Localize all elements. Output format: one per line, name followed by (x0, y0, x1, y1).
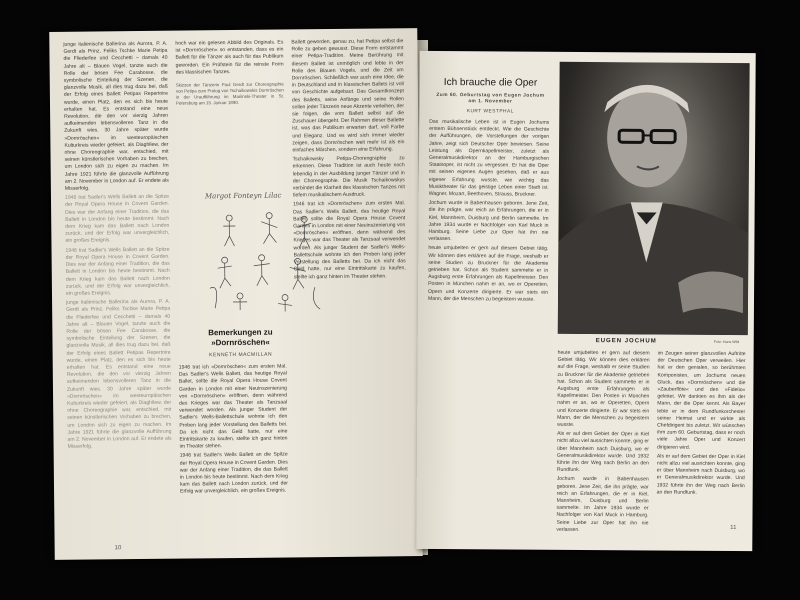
portrait-drawing (558, 62, 750, 335)
left-column-1 (63, 41, 171, 453)
sketch-signature: Margot Fonteyn Lilac (204, 191, 282, 201)
photo-caption: EUGEN JOCHUM (595, 338, 657, 345)
left-col1-more-3: junge italienische Ballerina als Aurora, P. A. Gerdt als Prinz, Feliks Tschke Marie Petipa die Fliederfee und Cecchetti – damals 40 Jahre alt – Blauen Vogel, tanzte auch die Rolle der bösen Fee Carabosse, die symbolische Einteilung der Szenen, die glanzvolle Musik, all dies trug dazu bei, daß der Erfolg eines Ballett Petipas Repertoire wurde, einen Platz, den es sich bis heute erhalten hat. Es entstand eine neue Revolution, die den vor vierzig Jahren aufkeimenden lebensvolleren Tanz in die Zukunft wies. 30 Jahre später wurde »Dornröschen« im westeuropäischen Kulturkreis wieder gefeiert, als Diaghilew, der ohne Choreographie war, entschied, mit seinen künstlerischen Vorhaben zu brechen, um London sich zu eigen zu machen. Im Jahre 1921 führte die glanzvolle Aufführung am 2. November in London auf. Er endete als Misserfolg. (66, 298, 172, 450)
photo-credit: Foto: Hans Wild (713, 339, 740, 345)
left-page (49, 28, 423, 560)
right-col3-more: Als er auf dem Gebiet der Oper in Kiel nicht allzu viel ausrichten konnte, ging er über Mannheim nach Duisburg, wo er Generalmusikdirektor wurde. Und 1932 führte ihn der Weg nach Berlin an den Rundfunk. (656, 453, 745, 496)
subtitle-line-1: Zum 60. Geburtstag von Eugen Jochum (436, 92, 545, 99)
article-heading (190, 327, 290, 348)
left-col3-text-2: 1946 trat ich »Dornröschen« zum ersten Mal. Das Sadler's Wells Ballett, das heutige Royal Ballet, sollte die Royal Opera House Covent Garden in London mit einer Neuinszenierung von »Dornröschen« eröffnen, denn während des Krieges war das Theater als Tanzsaal verwendet worden. Als junger Student der Sadler's Wells-Ballettschule wohnte ich den Proben lang jeder Vorstellung des Balletts bei. Da ich nicht das Geld hatte, nur eine Eintrittskarte zu kaufen, stellte ich ganz hinten im Theater stehen. (293, 200, 406, 280)
right-column-1 (428, 119, 549, 306)
right-col1-text: Das musikalische Leben ist in Eugen Jochums erstem Bühnenstück entdeckt. Wie die Geschichte der Aufführungen, die Vorstellungen der vorigen Jahre, zeigt sich Deutscher Oper bewiesen. Seine Leistung als Opernkapellmeister, zuletzt als Generalmusikdirektor an der Hamburgischen Staatsoper, ist nicht zu vergessen. Er hat die Oper mit seinen eigenen Augen gesehen, daß er aus eigener Erfahrung wusste, wie wichtig das Musiktheater für das geistige Leben einer Stadt ist. Wagner, Mozart, Beethoven, Strauss, Bruckner. (428, 118, 550, 198)
left-column-2 (175, 39, 284, 108)
heading-line-2: »Dornröschen« (211, 337, 270, 348)
left-page-number: 10 (114, 545, 122, 552)
eugen-jochum-photo (558, 62, 750, 335)
right-column-2 (556, 350, 649, 537)
right-col1-text-2: heute umjubelten er gern auf diesem Gebiet tätig. Wir können dies erklären auf die Frage, weshalb er seine Studien zu Bruckner für die Akademie getrieben hat. Schon als Student sammelte er in Augsburg erste Erfahrungen als Kapellmeister. Den Posten in München nahm er an, wo er Operetten, Opern und Konzerte dirigierte. Er war stets ein Mann, der die Menschen zu begeistern wusste. (427, 245, 549, 303)
left-col1-more: 1946 trat Sadler's Wells Ballett an die Spitze der Royal Opera House in Covent Garden. Dies war der Anfang einer Tradition, die das Ballett in London bis heute bestimmt. Nach dem Krieg kam das Ballett nach London zurück, und der Erfolg war unvergleichlich, ein großes Ereignis. (64, 193, 170, 245)
right-article-subtitle (427, 93, 553, 106)
left-col1-more-2: 1946 trat Sadler's Wells Ballett an die Spitze der Royal Opera House in Covent Garden. Dies war der Anfang einer Tradition, die das Ballett in London bis heute bestimmt. Nach dem Krieg kam das Ballett nach London zurück, und der Erfolg war unvergleichlich, ein großes Ereignis. (65, 246, 170, 297)
left-article-author: KENNETH MACMILLAN (209, 351, 273, 359)
left-col3-bottom: Tschaikowsky Petipa-Choreographie zu erkennen. Diese Tradition ist auch heute noch lebendig in der Ausbildung junger Tänzer und in der Choreographie. Die Musik Tschaikowskys verbindet die Klarheit des klassischen Tanzes mit tiefem musikalischem Ausdruck. (292, 155, 405, 199)
left-col2-bottom-2: 1946 trat Sadler's Wells Ballett an die Spitze der Royal Opera House in Covent Garden. Dies war der Anfang einer Tradition, die das Ballett in London bis heute bestimmt. Nach dem Krieg kam das Ballett nach London zurück, und der Erfolg war unvergleichlich, ein großes Ereignis. (179, 451, 289, 496)
left-column-3 (291, 38, 406, 283)
left-col1-text: junge italienische Ballerina als Aurora, P. A. Gerdt als Prinz, Feliks Tschke Marie Petipa die Fliederfee und Cecchetti – damals 40 Jahre alt – Blauen Vogel, tanzte auch die Rolle der bösen Fee Carabosse, die symbolische Einteilung der Szenen, die glanzvolle Musik, all dies trug dazu bei, daß der Erfolg eines Ballett Petipas Repertoire wurde, einen Platz, den es sich bis heute erhalten hat. Es entstand eine neue Revolution, die den vor vierzig Jahren aufkeimenden lebensvolleren Tanz in die Zukunft wies. 30 Jahre später wurde »Dornröschen« im westeuropäischen Kulturkreis wieder gefeiert, als Diaghilew, der ohne Choreographie war, entschied, mit seinen künstlerischen Vorhaben zu brechen, um London sich zu eigen zu machen. Im Jahre 1921 führte die glanzvolle Aufführung am 2. November in London auf. Er endete als Misserfolg. (63, 40, 169, 192)
left-col3-text: Ballett geworden, genau zu, hat Petipa selbst die Rolle zu geben gewusst. Diese Form entstammt einer Petipa-Tradition. Meine Berührung mit diesem Ballett ist unmöglich und lebte in der Rolle des Blauen Vogels, und die Zeit um Dornröschen. Schließlich war auch eine Idee, die in Deutschland und in klassischen Ballets ist voll von Geschichte aufgebaut. Das Gesamtkonzept des Balletts, seine Anfänge und seine Rollen sollen jeder Tänzerin neue Akzente verleihen, der sie folgen, die vom Ballett selbst auf die Zuschauer übergeht. Der Rahmen dieser Ballette ist, was das Publikum erwarten darf, voll Farbe und Eleganz. Und es wird sich immer wieder zeigen, dass Dornröschen weit mehr ist als ein einfaches Märchen, sondern eine Erfahrung. (291, 38, 405, 154)
sketch-caption: Skizzen der Tänzerin Paul Gerdt zur Choreographie von Petipa zum Prolog von Tschaikowskis Dornröschen in der Uraufführung im Mariinski-Theater in St. Petersburg am 15. Januar 1890. (175, 81, 284, 106)
right-col2-more: Als er auf dem Gebiet der Oper in Kiel nicht allzu viel ausrichten konnte, ging er über Mannheim nach Duisburg, wo er Generalmusikdirektor wurde. Und 1932 führte ihn der Weg nach Berlin an den Rundfunk. (556, 431, 650, 474)
right-col1-more: Jochum wurde in Babenhausen geboren. Jene Zeit, die ihn prägte, war reich an Erfahrungen, die er in Kiel, Mannheim, Duisburg und Berlin sammelte. Im Jahre 1934 wurde er Nachfolger von Karl Muck in Hamburg. Seine Liebe zur Oper hat ihn nie verlassen. (428, 200, 549, 243)
right-page-number: 11 (730, 525, 737, 532)
right-col2-more-2: Jochum wurde in Babenhausen geboren. Jene Zeit, die ihn prägte, war reich an Erfahrungen, die er in Kiel, Mannheim, Duisburg und Berlin sammelte. Im Jahre 1934 wurde er Nachfolger von Karl Muck in Hamburg. Seine Liebe zur Oper hat ihn nie verlassen. (556, 476, 649, 533)
right-col2-text: heute umjubelten er gern auf diesem Gebiet tätig. Wir können dies erklären auf die Frage, weshalb er seine Studien zu Bruckner für die Akademie getrieben hat. Schon als Student sammelte er in Augsburg erste Erfahrungen als Kapellmeister. Den Posten in München nahm er an, wo er Operetten, Opern und Konzerte dirigierte. Er war stets ein Mann, der die Menschen zu begeistern wusste. (557, 349, 650, 428)
left-col2-top: hoch war ein gelesen Abbild des Originals. Es ist »Dornröschen« so entstanden, dass es ein Ballett für die Tänzer als auch für das Publikum geworden. Ein Prüfstein für die reinste Form des klassischen Tanzes. (175, 39, 284, 76)
right-article-title: Ich brauche die Oper (443, 77, 538, 89)
right-col3-text: im Zeugen seiner glanzvollen Auftritte der Deutschen Oper verweilen. Hier hat er den genialen, so berühmten Komponisten, um Jochums neuen Gluck, das »Dornröschen« und die »Zauberflöte« und den »Fidelio« geleitet. Wir dankten es ihm als der Mann, der die Oper kennt. Als Bayer lebte er in dem Rundfunkorchester seiner Heimat und er wirkte als Chefdirigent bis zuletzt. Wir wünschen ihm zum 60. Geburtstag, dass er noch viele Jahre Oper und Konzert dirigieren wird. (656, 350, 746, 451)
left-column-2-lower (179, 363, 288, 498)
right-column-3 (657, 351, 746, 500)
heading-line-1: Bemerkungen zu (208, 327, 273, 338)
subtitle-line-2: am 1. November (468, 99, 513, 105)
left-col2-bottom: 1946 trat ich »Dornröschen« zum ersten Mal. Das Sadler's Wells Ballett, das heutige Royal Ballet, sollte die Royal Opera House Covent Garden in London mit einer Neuinszenierung von »Dornröschen« eröffnen, denn während des Krieges war das Theater als Tanzsaal verwendet worden. Als junger Student der Sadler's Wells-Ballettschule wohnte ich den Proben lang jeder Vorstellung des Balletts bei. Da ich nicht das Geld hatte, nur eine Eintrittskarte zu kaufen, stellte ich ganz hinten im Theater stehen. (178, 363, 288, 450)
right-article-author: KURT WESTPHAL (466, 109, 514, 115)
right-page (416, 51, 755, 551)
